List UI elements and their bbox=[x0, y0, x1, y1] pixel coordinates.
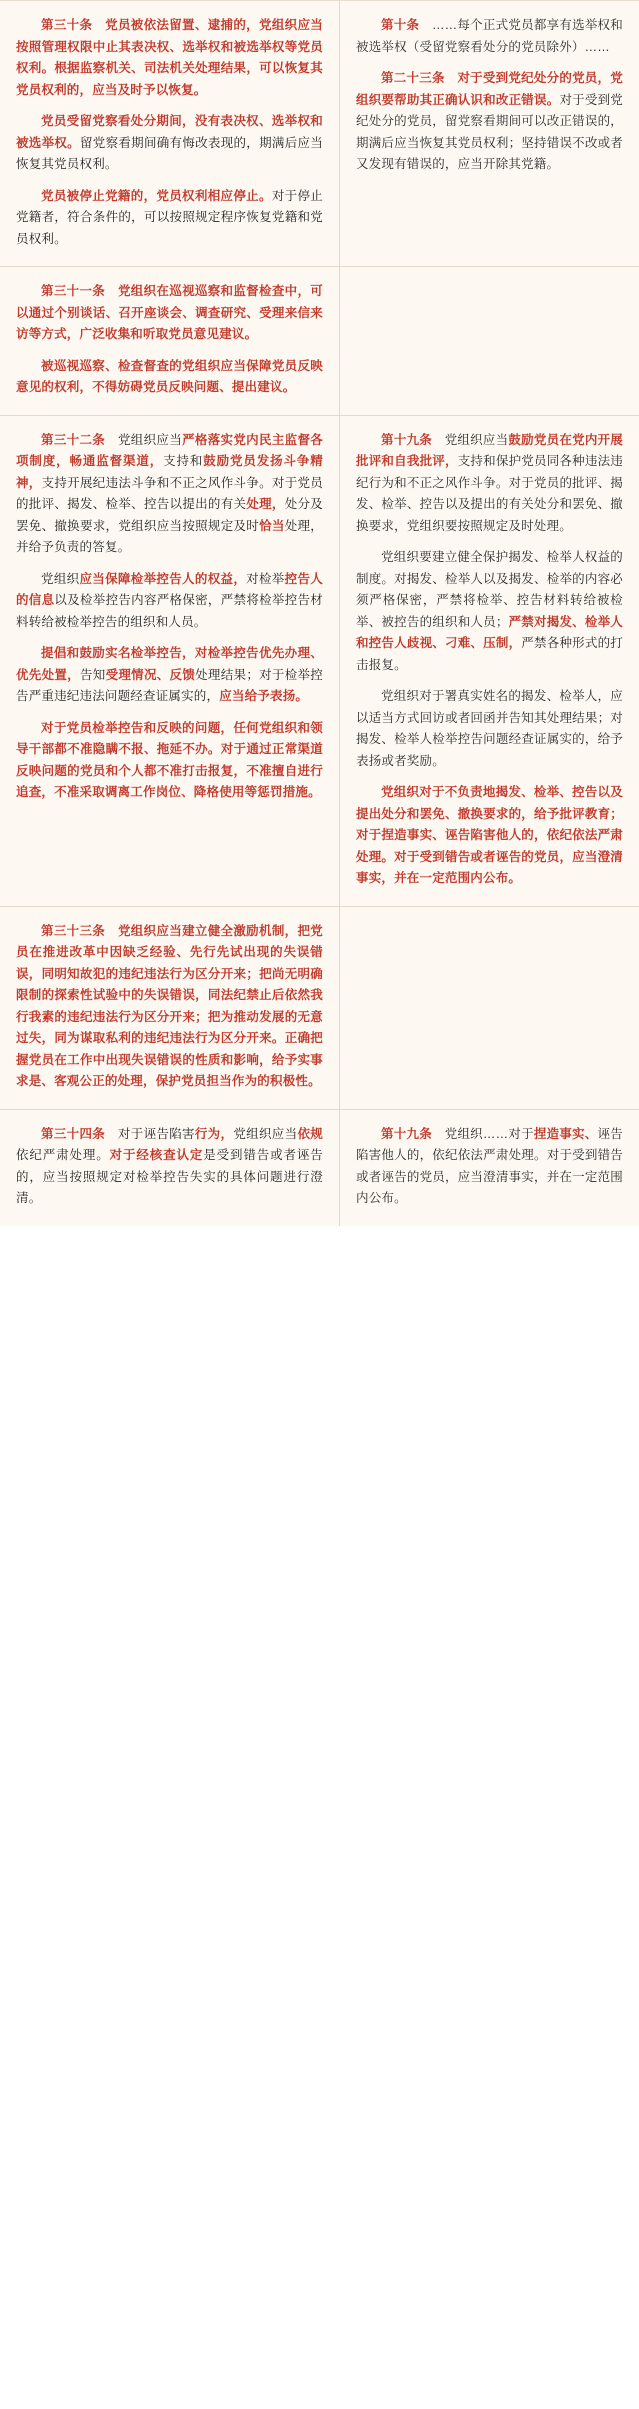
emphasis-text: 党组织在巡视巡察和监督检查中，可以通过个别谈话、召开座谈会、调查研究、受理来信来访等方式，广泛收集和听取党员意见建议。 bbox=[16, 284, 323, 341]
article-number: 第十九条 bbox=[381, 432, 432, 447]
old-regulation-cell bbox=[340, 1110, 639, 1226]
emphasis-text: 严格落实党内民主监督各项制度，畅通监督渠道， bbox=[16, 432, 323, 468]
article-number: 第十条 bbox=[381, 18, 420, 32]
plain-text: ……每个正式党员都享有选举权和被选举权（受留党察看处分的党员除外）…… bbox=[356, 18, 624, 54]
emphasis-text: 党员被停止党籍的，党员权利相应停止。 bbox=[41, 188, 272, 203]
plain-text bbox=[445, 71, 458, 85]
article-number: 第三十四条 bbox=[41, 1126, 106, 1141]
plain-text bbox=[105, 924, 118, 938]
paragraph bbox=[356, 547, 623, 676]
emphasis-text: 党组织应当建立健全激励机制，把党员在推进改革中因缺乏经验、先行先试出现的失误错误，同明知故犯的违纪违法行为区分开来；把尚无明确限制的探索性试验中的失误错误，同法纪禁止后依然我行我素的违纪违法行为区分开来；把为推动发展的无意过失，同为谋取私利的违纪违法行为区分开来。正确把握党员在工作中出现失误错误的性质和影响，给予实事求是、客观公正的处理，保护党员担当作为的积极性。 bbox=[16, 923, 323, 1088]
paragraph bbox=[356, 430, 623, 538]
emphasis-text: 捏造事实、 bbox=[533, 1126, 598, 1141]
emphasis-text: 党员受留党察看处分期间， bbox=[41, 114, 195, 128]
emphasis-text: 对于受到党纪处分的党员，党组织要帮助其正确认识和改正错误。 bbox=[356, 71, 623, 107]
plain-text: 对于诬告陷害 bbox=[105, 1126, 195, 1141]
plain-text: 支持和保护党员同各种违法违纪行为和不正之风作斗争。对于党员的批评、揭发、检举、控告以及提出的有关处分和罢免、撤换要求，党组织要按照规定及时处理。 bbox=[356, 454, 623, 533]
emphasis-text: 受理情况、反馈 bbox=[105, 667, 196, 682]
emphasis-text: 对于党员检举控告和反映的问题，任何党组织和领导干部都不准隐瞒不报、拖延不办。对于通过正常渠道反映问题的党员和个人都 bbox=[16, 720, 323, 778]
new-regulation-cell bbox=[0, 1, 340, 266]
paragraph bbox=[356, 782, 623, 890]
paragraph bbox=[16, 921, 323, 1093]
empty-cell bbox=[356, 921, 623, 931]
table-row bbox=[0, 1, 639, 267]
emphasis-text: 不准擅自进行追查，不准采取调离工作岗位、降格使用等惩罚措施。 bbox=[16, 763, 324, 799]
plain-text: 党组织应当 bbox=[431, 432, 509, 447]
emphasis-text: 不准打击报复， bbox=[156, 763, 247, 778]
plain-text: 留党察看期间确有悔改表现的，期满后应当恢复其党员权利。 bbox=[16, 135, 323, 171]
emphasis-text: 应当给予表扬。 bbox=[219, 689, 309, 703]
empty-cell bbox=[356, 281, 623, 291]
old-regulation-cell bbox=[340, 267, 639, 415]
paragraph bbox=[16, 643, 323, 708]
emphasis-text: 控告人的信息 bbox=[16, 571, 323, 607]
article-number: 第三十二条 bbox=[41, 432, 106, 447]
old-regulation-cell bbox=[340, 416, 639, 906]
emphasis-text: 党组织对于不负责地揭发、检举、控告以及提出处分和罢免、撤换要求的，给予批评教育；对于捏造事实、诬告陷害他人的，依纪依法严肃处理。对于受到错告或者诬告的党员，应当澄清事实，并在一定范围内公布。 bbox=[356, 785, 623, 885]
table-row bbox=[0, 1110, 639, 1226]
paragraph bbox=[16, 718, 323, 804]
plain-text: 支持开展纪违法斗争和不正之风作斗争。对于党员的批评、揭发、检举、控告以提出的有关 bbox=[16, 475, 323, 511]
new-regulation-cell bbox=[0, 907, 340, 1109]
paragraph bbox=[16, 1124, 323, 1210]
paragraph bbox=[356, 68, 623, 176]
paragraph bbox=[16, 15, 323, 101]
plain-text: 党组织……对于 bbox=[431, 1126, 534, 1141]
emphasis-text: 没有表决权、选举权和被选举权。 bbox=[16, 114, 323, 150]
emphasis-text: 鼓励党员发扬斗争精神， bbox=[16, 454, 323, 490]
plain-text: 党组织对于署真实姓名的揭发、检举人，应以适当方式回访或者回函并告知其处理结果；对揭发、检举人检举控告问题经查证属实的，给予表扬或者奖励。 bbox=[356, 689, 623, 768]
paragraph bbox=[16, 356, 323, 399]
paragraph bbox=[16, 281, 323, 346]
paragraph bbox=[356, 1124, 623, 1210]
emphasis-text: 处理， bbox=[246, 497, 285, 511]
plain-text: 对检举 bbox=[246, 571, 285, 586]
plain-text: 严禁各种形式的打击报复。 bbox=[356, 636, 623, 672]
plain-text: 党组织应当 bbox=[105, 432, 183, 447]
table-row bbox=[0, 416, 639, 907]
paragraph bbox=[16, 569, 323, 634]
table-row bbox=[0, 907, 639, 1110]
article-number: 第三十一条 bbox=[41, 284, 106, 298]
article-number: 第十九条 bbox=[381, 1126, 432, 1141]
new-regulation-cell bbox=[0, 267, 340, 415]
emphasis-text: 应当保障检举控告人的权益， bbox=[79, 571, 247, 586]
emphasis-text: 对于经核查认定 bbox=[109, 1148, 204, 1162]
paragraph bbox=[356, 686, 623, 772]
plain-text: 处理结果；对于检举控告严重违纪违法问题经查证属实的， bbox=[16, 667, 323, 703]
plain-text: 处理，并给予负责的答复。 bbox=[16, 518, 323, 554]
plain-text: 党组织要建立健全保护揭发、检举人权益的制度。对揭发、检举人以及揭发、检举的内容必须严格保密，严禁将检举、控告材料转给被检举、被控告的组织和人员； bbox=[356, 550, 623, 629]
new-regulation-cell bbox=[0, 416, 340, 906]
plain-text: 对于停止党籍者，符合条件的，可以按照规定程序恢复党籍和党员权利。 bbox=[16, 188, 323, 246]
emphasis-text: 行为， bbox=[194, 1126, 234, 1141]
emphasis-text: 鼓励党员在党内开展批评和自我批评， bbox=[356, 432, 623, 468]
emphasis-text: 党员被依法留置、逮捕的，党组织应当按照管理权限中止其表决权、选举权和被选举权等党员权利。根据监察机关、司法机关处理结果，可以恢复其党员权利的，应当及时予以恢复。 bbox=[16, 18, 323, 97]
paragraph bbox=[16, 430, 323, 559]
old-regulation-cell bbox=[340, 1, 639, 266]
plain-text: 以及检举控告内容严格保密，严禁将检举控告材料转给被检举控告的组织和人员。 bbox=[16, 593, 323, 629]
plain-text: 处分及罢免、撤换要求，党组织应当按照规定及时 bbox=[16, 497, 323, 533]
plain-text bbox=[105, 284, 118, 298]
paragraph bbox=[16, 186, 323, 251]
emphasis-text: 被巡视巡察、检查督查的党组织应当保障党员反映意见的权利，不得妨碍党员反映问题、提出建议。 bbox=[16, 358, 323, 394]
table-row bbox=[0, 267, 639, 416]
plain-text: 支持和 bbox=[163, 454, 204, 468]
new-regulation-cell bbox=[0, 1110, 340, 1226]
article-number: 第三十条 bbox=[41, 18, 93, 32]
old-regulation-cell bbox=[340, 907, 639, 1109]
plain-text bbox=[92, 18, 105, 32]
plain-text: 党组织 bbox=[41, 571, 80, 586]
plain-text: 对于受到党纪处分的党员，留党察看期间可以改正错误的，期满后应当恢复其党员权利；坚持错误不改或者又发现有错误的，应当开除其党籍。 bbox=[356, 92, 623, 171]
article-number: 第二十三条 bbox=[381, 71, 445, 85]
article-number: 第三十三条 bbox=[41, 923, 106, 938]
emphasis-text: 提倡和鼓励实名检举控告，对检举控告优先办理、优先处置， bbox=[16, 646, 323, 682]
emphasis-text: 依规 bbox=[297, 1126, 323, 1141]
plain-text: 告知 bbox=[79, 667, 106, 682]
plain-text: 党组织应当 bbox=[233, 1126, 298, 1141]
emphasis-text: 严禁对揭发、检举人和控告人歧视、刁难、压制， bbox=[356, 614, 623, 650]
paragraph bbox=[356, 15, 623, 58]
paragraph bbox=[16, 111, 323, 176]
emphasis-text: 恰当 bbox=[259, 518, 285, 533]
plain-text: 是受到错告或者诬告的，应当按照规定对检举控告失实的具体问题进行澄清。 bbox=[16, 1148, 323, 1205]
plain-text: 诬告陷害他人的，依纪依法严肃处理。对于受到错告或者诬告的党员，应当澄清事实，并在一定范围内公布。 bbox=[356, 1126, 623, 1205]
plain-text: 依纪严肃处理。 bbox=[16, 1148, 110, 1162]
